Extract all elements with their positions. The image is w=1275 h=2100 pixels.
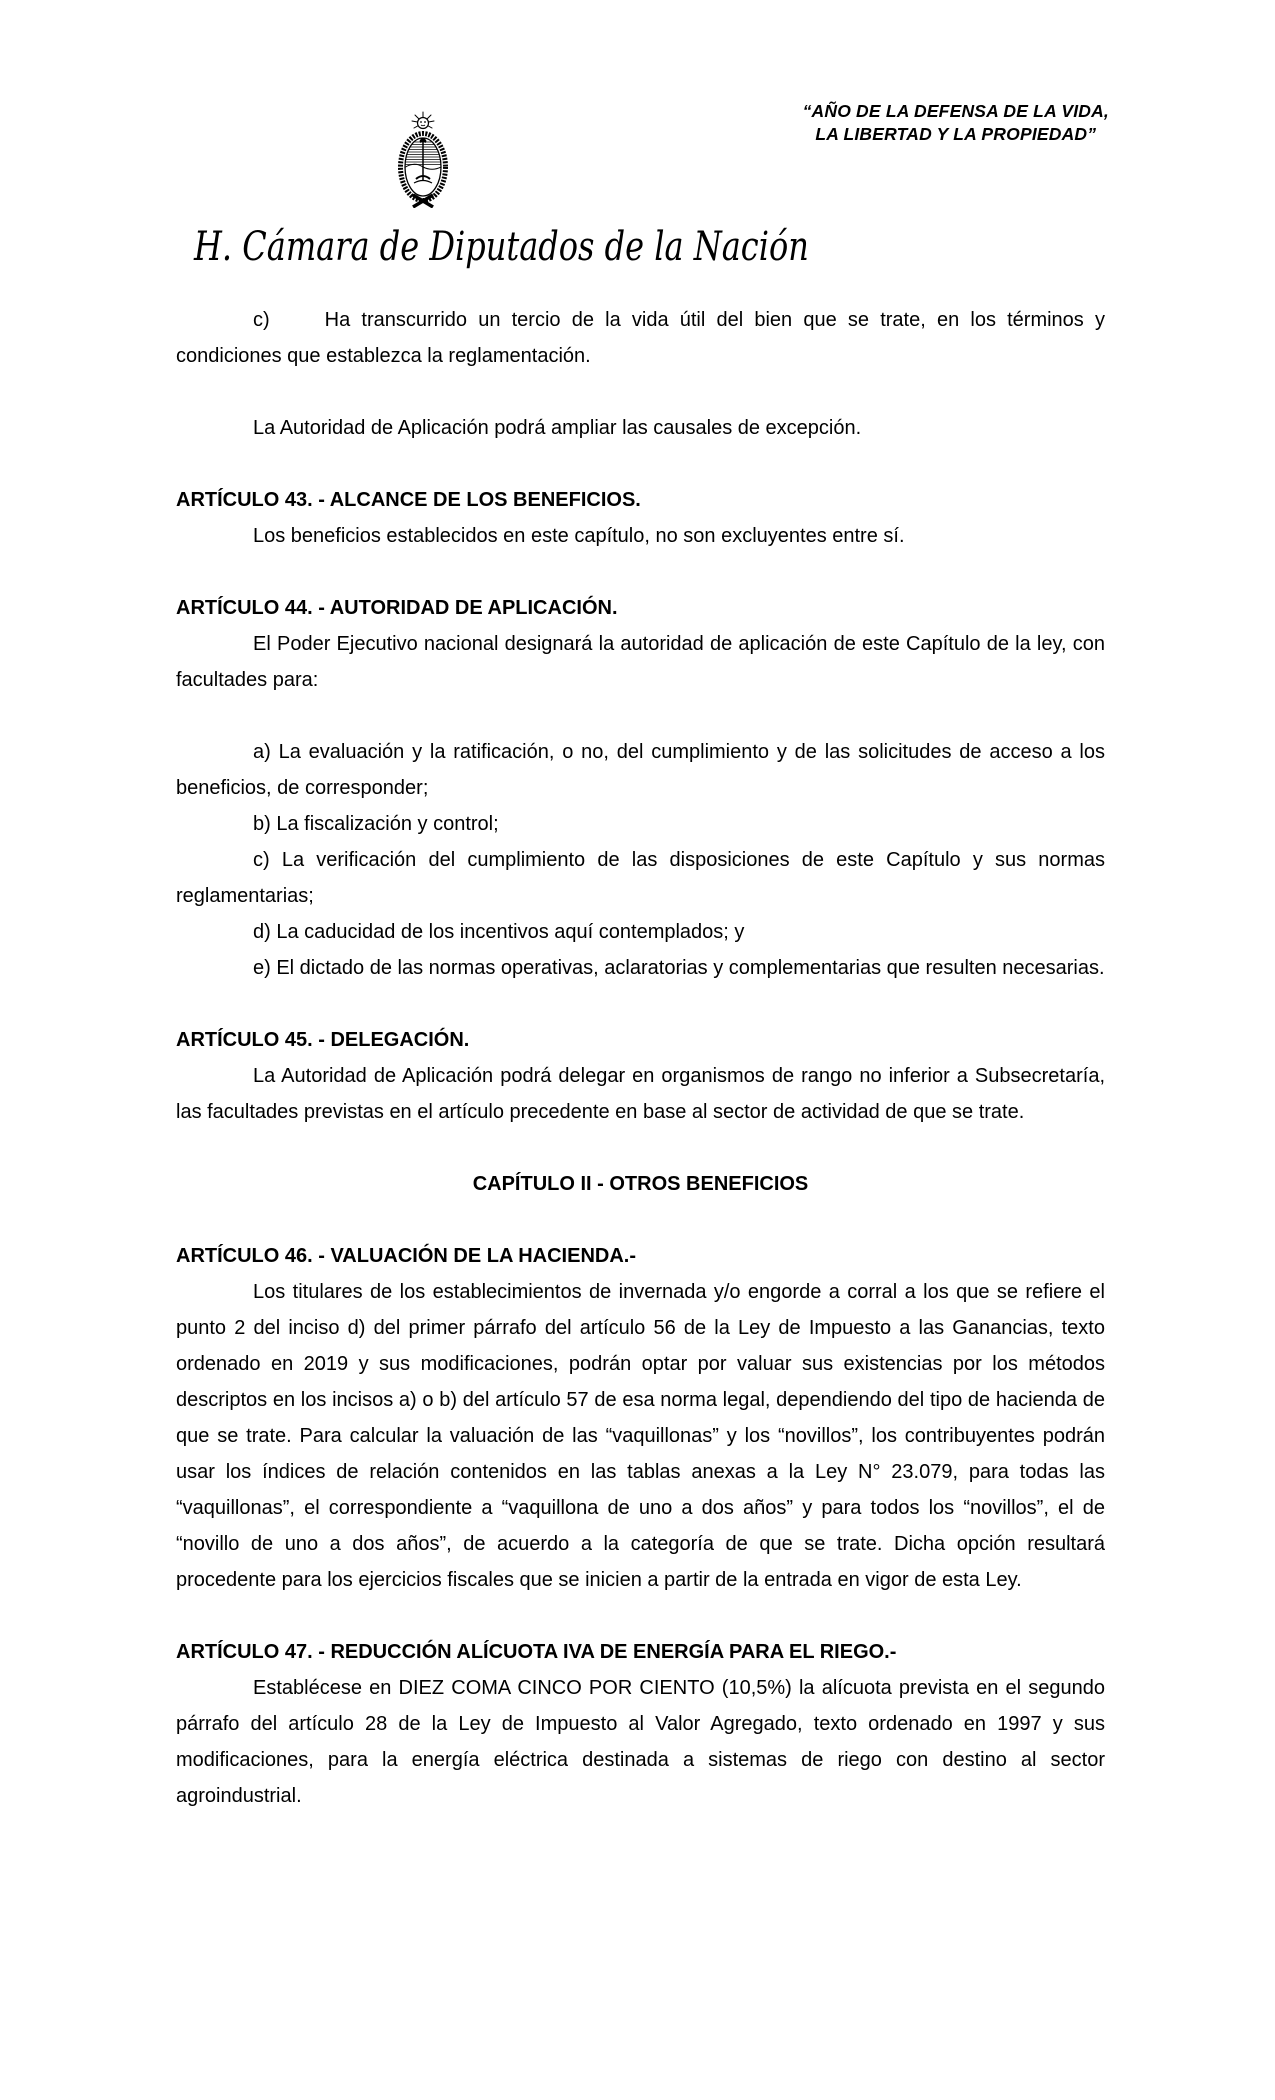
article-heading-46: ARTÍCULO 46. - VALUACIÓN DE LA HACIENDA.-: [176, 1245, 636, 1267]
clause-marker: c): [253, 309, 270, 331]
paragraph: El Poder Ejecutivo nacional designará la autoridad de aplicación de este Capítulo de la ley, con facultades para:: [176, 633, 1105, 691]
list-item-c: c) La verificación del cumplimiento de las disposiciones de este Capítulo y sus normas reglamentarias;: [176, 849, 1105, 907]
paragraph: Los beneficios establecidos en este capítulo, no son excluyentes entre sí.: [253, 525, 905, 547]
paragraph: La Autoridad de Aplicación podrá ampliar las causales de excepción.: [253, 417, 862, 439]
list-item-e: e) El dictado de las normas operativas, aclaratorias y complementarias que resulten necesarias.: [253, 957, 1105, 979]
institution-name: H. Cámara de Diputados de la Nación: [194, 224, 809, 270]
document-body: [176, 302, 1105, 1814]
article-heading-44: ARTÍCULO 44. - AUTORIDAD DE APLICACIÓN.: [176, 597, 618, 619]
article-heading-47: ARTÍCULO 47. - REDUCCIÓN ALÍCUOTA IVA DE ENERGÍA PARA EL RIEGO.-: [176, 1641, 897, 1663]
clause-c-item: [176, 302, 1105, 374]
motto-line-1: “AÑO DE LA DEFENSA DE LA VIDA,: [802, 101, 1109, 121]
paragraph: Los titulares de los establecimientos de invernada y/o engorde a corral a los que se refiere el punto 2 del inciso d) del primer párrafo del artículo 56 de la Ley de Impuesto a las Ganancias, texto ordenado en 2019 y sus modificaciones, podrán optar por valuar sus existencias por los métodos descriptos en los incisos a) o b) del artículo 57 de esa norma legal, dependiendo del tipo de hacienda de que se trate. Para calcular la valuación de las “vaquillonas” y los “novillos”, los contribuyentes podrán usar los índices de relación contenidos en las tablas anexas a la Ley N° 23.079, para todas las “vaquillonas”, el correspondiente a “vaquillona de uno a dos años” y para todos los “novillos”, el de “novillo de uno a dos años”, de acuerdo a la categoría de que se trate. Dicha opción resultará procedente para los ejercicios fiscales que se inicien a partir de la entrada en vigor de esta Ley.: [176, 1281, 1105, 1591]
motto-line-2: LA LIBERTAD Y LA PROPIEDAD”: [815, 124, 1097, 144]
paragraph: Establécese en DIEZ COMA CINCO POR CIENTO (10,5%) la alícuota prevista en el segundo párrafo del artículo 28 de la Ley de Impuesto al Valor Agregado, texto ordenado en 1997 y sus modificaciones, para la energía eléctrica destinada a sistemas de riego con destino al sector agroindustrial.: [176, 1677, 1105, 1807]
clause-text: Ha transcurrido un tercio de la vida útil del bien que se trate, en los términos y condiciones que establezca la reglamentación.: [176, 309, 1105, 367]
list-item-d: d) La caducidad de los incentivos aquí contemplados; y: [253, 921, 745, 943]
paragraph: La Autoridad de Aplicación podrá delegar en organismos de rango no inferior a Subsecretaría, las facultades previstas en el artículo precedente en base al sector de actividad de que se trate.: [176, 1065, 1105, 1123]
chapter-heading: CAPÍTULO II - OTROS BENEFICIOS: [472, 1173, 809, 1195]
list-item-b: b) La fiscalización y control;: [253, 813, 499, 835]
article-heading-43: ARTÍCULO 43. - ALCANCE DE LOS BENEFICIOS.: [176, 489, 641, 511]
article-heading-45: ARTÍCULO 45. - DELEGACIÓN.: [176, 1029, 470, 1051]
year-motto: [803, 100, 1109, 146]
list-item-a: a) La evaluación y la ratificación, o no, del cumplimiento y de las solicitudes de acceso a los beneficios, de corresponder;: [176, 741, 1105, 799]
argentina-coat-of-arms-icon: [396, 110, 450, 208]
